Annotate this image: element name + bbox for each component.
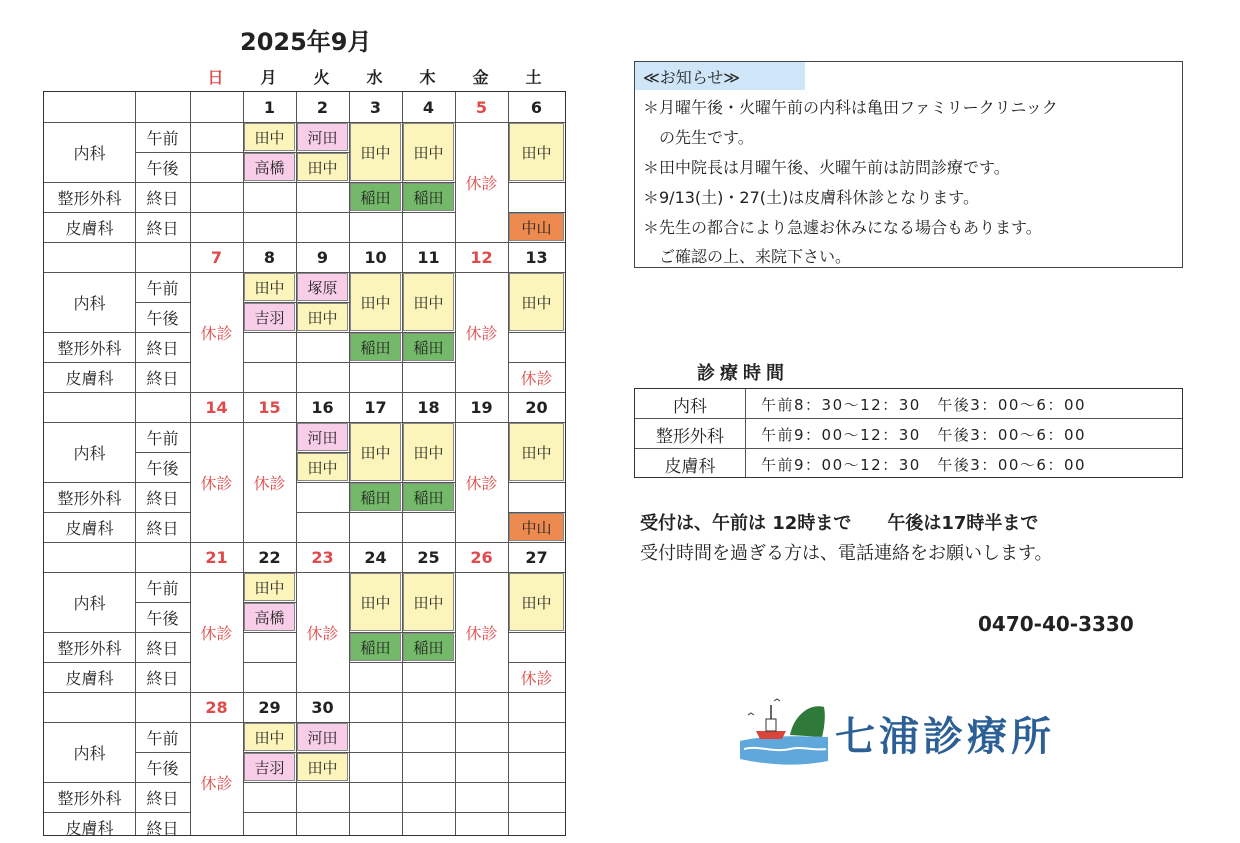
doctor-chip-full: 田中	[350, 423, 401, 481]
doctor-chip-pm: 高橋	[244, 153, 295, 181]
grid-line	[508, 782, 565, 783]
grid-line	[190, 212, 243, 213]
date-cell: 10	[364, 247, 387, 267]
doctor-chip-hifu: 中山	[509, 513, 564, 541]
date-cell: 1	[263, 97, 276, 117]
grid-line	[44, 782, 190, 783]
grid-line	[135, 302, 190, 303]
grid-line	[243, 92, 244, 835]
grid-line	[349, 512, 402, 513]
hours-divider	[745, 389, 746, 477]
closed-label: 休診	[306, 623, 339, 643]
grid-line	[508, 512, 565, 513]
grid-line	[349, 182, 402, 183]
date-cell: 22	[258, 547, 281, 567]
hours-row-hifu	[635, 449, 1182, 479]
date-cell: 5	[475, 97, 488, 117]
dept-label-seikei: 整形外科	[57, 638, 122, 658]
doctor-chip-full: 田中	[509, 573, 564, 631]
dept-label-naika: 内科	[73, 443, 106, 463]
grid-line	[508, 212, 565, 213]
doctor-chip-full: 田中	[403, 573, 454, 631]
grid-line	[296, 302, 349, 303]
doctor-chip-am: 河田	[297, 723, 348, 751]
grid-line	[243, 212, 296, 213]
notice-line: ＊月曜午後・火曜午前の内科は亀田ファミリークリニック	[643, 98, 1058, 117]
grid-line	[402, 92, 403, 835]
day-of-week-label: 月	[260, 68, 277, 87]
dept-label-naika: 内科	[73, 743, 106, 763]
hours-time: 午前9：00～12：30 午後3：00～6：00	[761, 455, 1087, 474]
date-cell: 14	[205, 397, 228, 417]
grid-line	[296, 812, 349, 813]
hours-dept: 整形外科	[656, 426, 724, 447]
day-of-week-label: 火	[313, 68, 330, 87]
date-cell: 21	[205, 547, 228, 567]
doctor-chip-seikei: 稲田	[350, 333, 401, 361]
doctor-chip-seikei: 稲田	[403, 633, 454, 661]
grid-line	[508, 362, 565, 363]
dept-label-seikei: 整形外科	[57, 188, 122, 208]
date-cell: 3	[369, 97, 382, 117]
date-cell: 9	[316, 247, 329, 267]
grid-line	[44, 362, 190, 363]
grid-line	[44, 422, 565, 423]
grid-line	[349, 362, 402, 363]
date-cell: 26	[470, 547, 493, 567]
dept-label-hifu: 皮膚科	[65, 668, 114, 688]
hours-divider	[635, 418, 1182, 419]
grid-line	[243, 182, 296, 183]
doctor-chip-seikei: 稲田	[403, 483, 454, 511]
grid-line	[296, 182, 349, 183]
session-label: 午後	[146, 608, 179, 628]
dept-label-naika: 内科	[73, 293, 106, 313]
dept-label-naika: 内科	[73, 593, 106, 613]
doctor-chip-full: 田中	[350, 123, 401, 181]
grid-line	[508, 812, 565, 813]
grid-line	[243, 812, 296, 813]
grid-line	[349, 782, 402, 783]
grid-line	[508, 632, 565, 633]
session-label: 終日	[146, 488, 179, 508]
grid-line	[296, 152, 349, 153]
date-cell: 29	[258, 697, 281, 717]
grid-line	[190, 182, 243, 183]
notice-heading: ≪お知らせ≫	[635, 62, 805, 90]
grid-line	[296, 212, 349, 213]
closed-label: 休診	[465, 323, 498, 343]
doctor-chip-full: 田中	[403, 123, 454, 181]
dept-label-naika: 内科	[73, 143, 106, 163]
grid-line	[402, 212, 455, 213]
hours-dept: 内科	[673, 396, 707, 417]
grid-line	[190, 92, 191, 835]
doctor-chip-am: 塚原	[297, 273, 348, 301]
grid-line	[508, 662, 565, 663]
day-of-week-label: 水	[366, 68, 383, 87]
hours-time: 午前8：30～12：30 午後3：00～6：00	[761, 395, 1087, 414]
doctor-chip-full: 田中	[350, 573, 401, 631]
doctor-chip-full: 田中	[403, 273, 454, 331]
hours-time: 午前9：00～12：30 午後3：00～6：00	[761, 425, 1087, 444]
grid-line	[243, 602, 296, 603]
date-cell: 15	[258, 397, 281, 417]
doctor-chip-full: 田中	[509, 123, 564, 181]
notice-line: ご確認の上、来院下さい。	[643, 247, 852, 266]
grid-line	[402, 182, 455, 183]
grid-line	[296, 512, 349, 513]
date-cell	[455, 692, 508, 722]
grid-line	[508, 752, 565, 753]
session-label: 午前	[146, 578, 179, 598]
session-label: 終日	[146, 788, 179, 808]
grid-line	[135, 602, 190, 603]
grid-line	[402, 332, 455, 333]
grid-line	[508, 92, 509, 835]
grid-line	[44, 332, 190, 333]
session-label: 終日	[146, 518, 179, 538]
session-label: 午後	[146, 308, 179, 328]
hours-row-seikei	[635, 419, 1182, 449]
day-of-week-label: 日	[207, 68, 224, 87]
date-cell: 12	[470, 247, 493, 267]
date-cell: 30	[311, 697, 334, 717]
date-cell: 20	[525, 397, 548, 417]
doctor-chip-hifu: 中山	[509, 213, 564, 241]
grid-line	[44, 812, 190, 813]
date-cell: 28	[205, 697, 228, 717]
session-label: 午前	[146, 728, 179, 748]
grid-line	[243, 152, 296, 153]
doctor-chip-seikei: 稲田	[403, 183, 454, 211]
grid-line	[455, 92, 456, 835]
schedule-calendar	[43, 91, 566, 836]
date-cell: 17	[364, 397, 387, 417]
date-cell: 19	[470, 397, 493, 417]
grid-line	[135, 752, 190, 753]
date-cell: 13	[525, 247, 548, 267]
closed-label: 休診	[200, 323, 233, 343]
date-cell: 4	[422, 97, 435, 117]
date-cell	[402, 692, 455, 722]
grid-line	[44, 512, 190, 513]
reception-note: 受付時間を過ぎる方は、電話連絡をお願いします。	[640, 543, 1053, 564]
session-label: 終日	[146, 818, 179, 838]
doctor-chip-seikei: 稲田	[350, 483, 401, 511]
date-cell: 6	[530, 97, 543, 117]
grid-line	[349, 212, 402, 213]
session-label: 午前	[146, 128, 179, 148]
closed-label: 休診	[465, 623, 498, 643]
dept-label-seikei: 整形外科	[57, 488, 122, 508]
session-label: 午後	[146, 458, 179, 478]
clinic-name: 七浦診療所	[835, 714, 1055, 760]
doctor-chip-pm: 田中	[297, 153, 348, 181]
grid-line	[455, 782, 508, 783]
notice-box	[634, 61, 1183, 268]
grid-line	[243, 362, 296, 363]
session-label: 午後	[146, 158, 179, 178]
grid-line	[44, 482, 190, 483]
grid-line	[402, 752, 455, 753]
doctor-chip-seikei: 稲田	[350, 183, 401, 211]
grid-line	[44, 632, 190, 633]
grid-line	[349, 332, 402, 333]
grid-line	[44, 182, 190, 183]
doctor-chip-full: 田中	[403, 423, 454, 481]
closed-label: 休診	[253, 473, 286, 493]
closed-label: 休診	[465, 473, 498, 493]
date-cell: 2	[316, 97, 329, 117]
grid-line	[349, 752, 402, 753]
grid-line	[296, 362, 349, 363]
grid-line	[44, 662, 190, 663]
grid-line	[349, 662, 402, 663]
grid-line	[508, 332, 565, 333]
session-label: 終日	[146, 368, 179, 388]
session-label: 終日	[146, 338, 179, 358]
closed-label: 休診	[520, 368, 553, 388]
doctor-chip-pm: 田中	[297, 453, 348, 481]
grid-line	[243, 302, 296, 303]
grid-line	[243, 752, 296, 753]
grid-line	[243, 782, 296, 783]
grid-line	[402, 482, 455, 483]
date-cell	[190, 92, 243, 122]
date-cell	[508, 692, 565, 722]
date-cell: 16	[311, 397, 334, 417]
boat-logo-icon	[738, 695, 830, 771]
date-cell: 7	[210, 247, 223, 267]
day-of-week-label: 金	[472, 68, 489, 87]
doctor-chip-pm: 高橋	[244, 603, 295, 631]
phone-number: 0470-40-3330	[978, 612, 1134, 636]
grid-line	[402, 632, 455, 633]
doctor-chip-am: 田中	[244, 573, 295, 601]
doctor-chip-seikei: 稲田	[350, 633, 401, 661]
hours-table	[634, 388, 1183, 478]
grid-line	[296, 452, 349, 453]
hours-divider	[635, 448, 1182, 449]
grid-line	[135, 452, 190, 453]
grid-line	[402, 782, 455, 783]
grid-line	[44, 692, 565, 693]
grid-line	[190, 152, 243, 153]
grid-line	[44, 392, 565, 393]
grid-line	[44, 572, 565, 573]
doctor-chip-am: 田中	[244, 123, 295, 151]
dept-label-hifu: 皮膚科	[65, 368, 114, 388]
dept-label-seikei: 整形外科	[57, 788, 122, 808]
grid-line	[135, 152, 190, 153]
day-of-week-label: 木	[419, 68, 436, 87]
grid-line	[402, 512, 455, 513]
date-cell: 24	[364, 547, 387, 567]
doctor-chip-pm: 田中	[297, 753, 348, 781]
date-cell: 27	[525, 547, 548, 567]
doctor-chip-am: 田中	[244, 273, 295, 301]
doctor-chip-full: 田中	[350, 273, 401, 331]
session-label: 終日	[146, 218, 179, 238]
grid-line	[243, 662, 296, 663]
doctor-chip-seikei: 稲田	[403, 333, 454, 361]
date-cell: 11	[417, 247, 440, 267]
grid-line	[44, 122, 565, 123]
hours-row-naika	[635, 389, 1182, 419]
hours-title: 診療時間	[697, 363, 789, 384]
grid-line	[296, 482, 349, 483]
grid-line	[44, 242, 565, 243]
grid-line	[135, 92, 136, 835]
dept-label-hifu: 皮膚科	[65, 818, 114, 838]
grid-line	[349, 632, 402, 633]
grid-line	[44, 722, 565, 723]
grid-line	[455, 812, 508, 813]
grid-line	[296, 752, 349, 753]
doctor-chip-full: 田中	[509, 423, 564, 481]
notice-line: ＊田中院長は月曜午後、火曜午前は訪問診療です。	[643, 158, 1010, 177]
session-label: 終日	[146, 188, 179, 208]
grid-line	[349, 92, 350, 835]
grid-line	[296, 332, 349, 333]
date-cell: 18	[417, 397, 440, 417]
doctor-chip-am: 河田	[297, 123, 348, 151]
session-label: 午後	[146, 758, 179, 778]
grid-line	[402, 662, 455, 663]
notice-line: の先生です。	[643, 128, 754, 147]
date-cell	[349, 692, 402, 722]
doctor-chip-pm: 吉羽	[244, 303, 295, 331]
notice-line: ＊先生の都合により急遽お休みになる場合もあります。	[643, 218, 1042, 237]
grid-line	[44, 542, 565, 543]
dept-label-hifu: 皮膚科	[65, 218, 114, 238]
grid-line	[44, 272, 565, 273]
closed-label: 休診	[200, 623, 233, 643]
date-cell: 25	[417, 547, 440, 567]
doctor-chip-am: 河田	[297, 423, 348, 451]
date-cell: 8	[263, 247, 276, 267]
doctor-chip-am: 田中	[244, 723, 295, 751]
grid-line	[508, 182, 565, 183]
grid-line	[296, 92, 297, 835]
dept-label-hifu: 皮膚科	[65, 518, 114, 538]
doctor-chip-full: 田中	[509, 273, 564, 331]
grid-line	[296, 782, 349, 783]
doctor-chip-pm: 田中	[297, 303, 348, 331]
session-label: 終日	[146, 668, 179, 688]
dept-label-seikei: 整形外科	[57, 338, 122, 358]
reception-hours: 受付は、午前は 12時まで 午後は17時半まで	[640, 513, 1039, 534]
calendar-title: 2025年9月	[240, 28, 372, 56]
grid-line	[243, 632, 296, 633]
day-of-week-label: 土	[525, 68, 542, 87]
grid-line	[402, 812, 455, 813]
notice-line: ＊9/13(土)・27(土)は皮膚科休診となります。	[643, 188, 979, 207]
grid-line	[349, 482, 402, 483]
doctor-chip-pm: 吉羽	[244, 753, 295, 781]
date-cell: 23	[311, 547, 334, 567]
session-label: 午前	[146, 428, 179, 448]
grid-line	[349, 812, 402, 813]
grid-line	[455, 752, 508, 753]
grid-line	[44, 212, 190, 213]
grid-line	[508, 482, 565, 483]
grid-line	[243, 332, 296, 333]
hours-dept: 皮膚科	[664, 456, 716, 477]
closed-label: 休診	[465, 173, 498, 193]
closed-label: 休診	[200, 773, 233, 793]
closed-label: 休診	[520, 668, 553, 688]
session-label: 午前	[146, 278, 179, 298]
closed-label: 休診	[200, 473, 233, 493]
session-label: 終日	[146, 638, 179, 658]
grid-line	[402, 362, 455, 363]
